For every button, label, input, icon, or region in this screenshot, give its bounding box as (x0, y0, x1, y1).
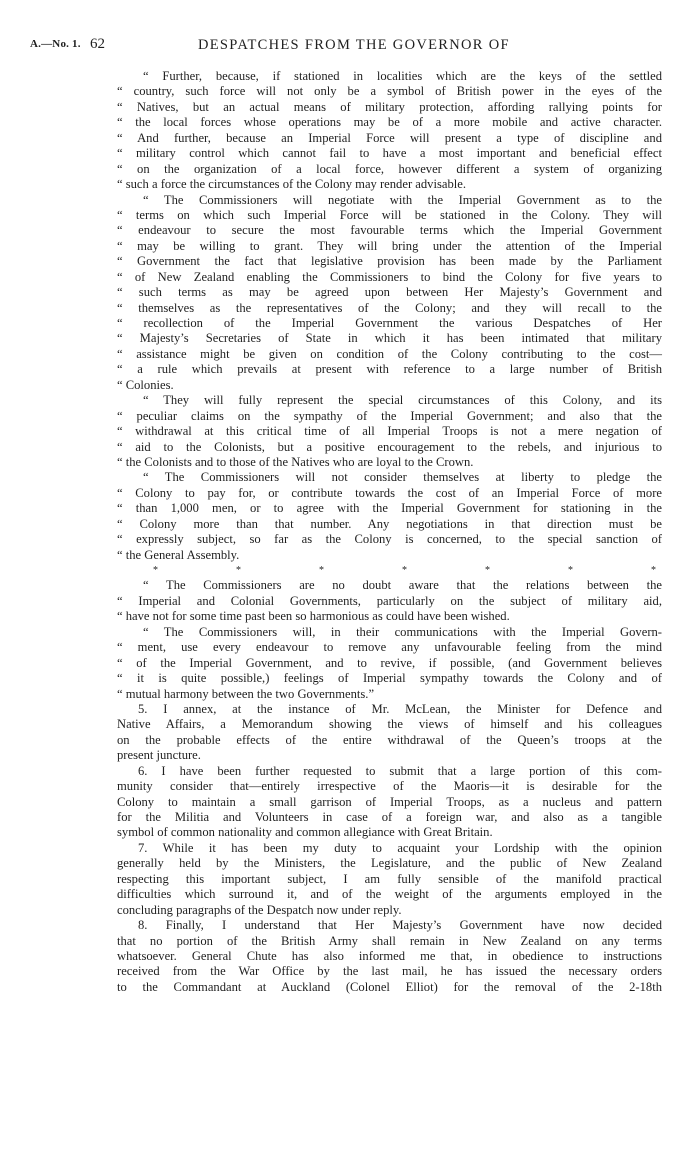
text-line: “ of the Imperial Government, and to revive, if possible, (and Government believes (117, 655, 662, 670)
text-line: “ assistance might be given on condition of the Colony contributing to the cost— (117, 346, 662, 361)
page-number: 62 (90, 36, 105, 52)
text-line: “ And further, because an Imperial Force will present a type of discipline and (117, 130, 662, 145)
text-line: munity consider that—entirely irrespective of the Maoris—it is desirable for the (117, 779, 662, 794)
text-line: “ the General Assembly. (117, 547, 240, 562)
document-reference: A.—No. 1. (30, 38, 81, 50)
text-line: present juncture. (117, 748, 201, 763)
text-line: “ on the organization of a local force, however different a system of organizing (117, 161, 662, 176)
text-line: “ may be willing to grant. They will bring under the attention of the Imperial (117, 238, 662, 253)
text-line: to the Commandant at Auckland (Colonel Elliot) for the removal of the 2-18th (117, 979, 662, 994)
text-line: “ The Commissioners will, in their communications with the Imperial Govern- (143, 624, 662, 639)
text-line: “ Colony more than that number. Any negotiations in that direction must be (117, 516, 662, 531)
text-line: “ The Commissioners are no doubt aware that the relations between the (143, 578, 662, 593)
text-line: “ the local forces whose operations may be of a more mobile and active character. (117, 115, 662, 130)
text-line: difficulties which surround it, and of the weight of the arguments employed in the (117, 887, 662, 902)
text-line: “ peculiar claims on the sympathy of the Imperial Government; and also that the (117, 408, 662, 423)
text-line: respecting this important subject, I am fully sensible of the manifold practical (117, 871, 662, 886)
text-line: Native Affairs, a Memorandum showing the views of himself and his colleagues (117, 717, 662, 732)
text-line: 7. While it has been my duty to acquaint your Lordship with the opinion (138, 840, 662, 855)
text-line: generally held by the Ministers, the Legislature, and the public of New Zealand (117, 856, 662, 871)
text-line: on the probable effects of the entire withdrawal of the Queen’s troops at the (117, 732, 662, 747)
star-mark: * (319, 565, 324, 576)
star-mark: * (651, 565, 656, 576)
text-line: “ Colony to pay for, or contribute towards the cost of an Imperial Force of more (117, 485, 662, 500)
text-line: “ Further, because, if stationed in localities which are the keys of the settled (143, 69, 662, 83)
text-line: “ The Commissioners will negotiate with the Imperial Government as to the (143, 192, 662, 207)
despatch-body-text (117, 69, 662, 995)
star-mark: * (153, 565, 158, 576)
page-header (0, 36, 700, 56)
text-line: “ expressly subject, so far as the Colony is concerned, to the special sanction of (117, 532, 662, 547)
star-mark: * (402, 565, 407, 576)
text-line: “ endeavour to secure the most favourable terms which the Imperial Government (117, 223, 662, 238)
text-line: “ a rule which prevails at present with reference to a large number of British (117, 362, 662, 377)
text-line: “ have not for some time past been so harmonious as could have been wished. (117, 609, 510, 624)
text-line: “ than 1,000 men, or to agree with the Imperial Government for stationing in the (117, 501, 662, 516)
text-line: “ The Commissioners will not consider themselves at liberty to pledge the (143, 470, 662, 485)
ellipsis-stars (117, 563, 662, 578)
text-line: “ military control which cannot fail to have a most important and beneficial effect (117, 146, 662, 161)
running-title: DESPATCHES FROM THE GOVERNOR OF (198, 37, 510, 53)
text-line: received from the War Office by the last mail, he has issued the necessary orders (117, 964, 662, 979)
text-line: “ Colonies. (117, 377, 174, 392)
text-line: “ recollection of the Imperial Government the various Despatches of Her (117, 316, 662, 330)
star-mark: * (568, 565, 573, 576)
text-line: “ Majesty’s Secretaries of State in which it has been intimated that military (117, 331, 662, 346)
text-line: “ themselves as the representatives of the Colony; and they will recall to the (117, 300, 662, 315)
text-line: “ aid to the Colonists, but a positive encouragement to the rebels, and injurious to (117, 439, 662, 454)
text-line: “ of New Zealand enabling the Commissioners to bind the Colony for five years to (117, 269, 662, 284)
text-line: 6. I have been further requested to submit that a large portion of this com- (138, 763, 662, 778)
text-line: concluding paragraphs of the Despatch now under reply. (117, 902, 402, 917)
star-mark: * (485, 565, 490, 576)
text-line: “ mutual harmony between the two Governments.” (117, 686, 375, 701)
text-line: 8. Finally, I understand that Her Majesty’s Government have now decided (138, 918, 662, 933)
text-line: “ terms on which such Imperial Force will be stationed in the Colony. They will (117, 207, 662, 222)
text-line: “ such a force the circumstances of the Colony may render advisable. (117, 177, 466, 192)
text-line: “ Imperial and Colonial Governments, particularly on the subject of military aid, (117, 593, 662, 608)
text-line: “ it is quite possible,) feelings of Imperial sympathy towards the Colony and of (117, 671, 662, 686)
text-line: “ country, such force will not only be a symbol of British power in the eyes of the (117, 84, 662, 99)
text-line: “ They will fully represent the special circumstances of this Colony, and its (143, 393, 662, 408)
text-line: “ Natives, but an actual means of military protection, affording rallying points for (117, 99, 662, 114)
star-mark: * (236, 565, 241, 576)
text-line: “ withdrawal at this critical time of all Imperial Troops is not a mere negation of (117, 424, 662, 439)
text-line: whatsoever. General Chute has also informed me that, in obedience to instructions (117, 948, 662, 963)
text-line: for the Militia and Volunteers in case of a foreign war, and also as a tangible (117, 810, 662, 824)
text-line: that no portion of the British Army shall remain in New Zealand on any terms (117, 933, 662, 948)
text-line: “ the Colonists and to those of the Natives who are loyal to the Crown. (117, 454, 474, 469)
text-line: “ such terms as may be agreed upon between Her Majesty’s Government and (117, 285, 662, 300)
text-line: 5. I annex, at the instance of Mr. McLean, the Minister for Defence and (138, 701, 662, 716)
text-line: Colony to maintain a small garrison of Imperial Troops, as a nucleus and pattern (117, 794, 662, 809)
text-line: “ ment, use every endeavour to remove any unfavourable feeling from the mind (117, 640, 662, 655)
text-line: symbol of common nationality and common allegiance with Great Britain. (117, 825, 493, 840)
text-line: “ Government the fact that legislative provision has been made by the Parliament (117, 254, 662, 269)
